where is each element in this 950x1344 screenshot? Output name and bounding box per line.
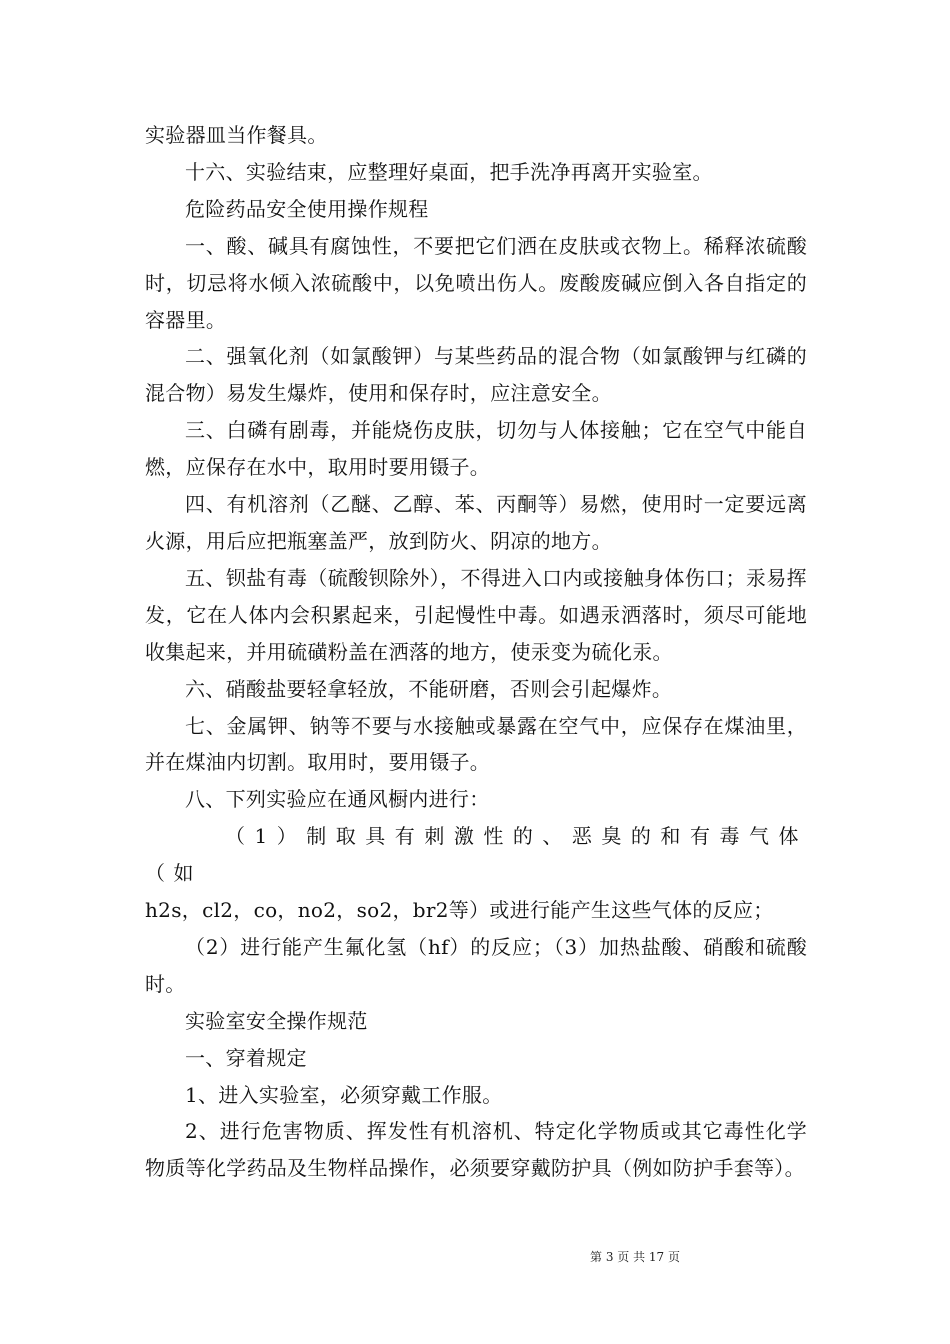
paragraph-dress-rule-2: 2、进行危害物质、挥发性有机溶机、特定化学物质或其它毒性化学物质等化学药品及生物样品操作，必须要穿戴防护具（例如防护手套等）。 — [145, 1119, 807, 1181]
paragraph-rule-6: 六、硝酸盐要轻拿轻放，不能研磨，否则会引起爆炸。 — [185, 676, 673, 701]
paragraph-rule-8: 八、下列实验应在通风橱内进行： — [185, 787, 490, 812]
paragraph-rule-1: 一、酸、碱具有腐蚀性，不要把它们洒在皮肤或衣物上。稀释浓硫酸时，切忌将水倾入浓硫酸中，以免喷出伤人。废酸废碱应倒入各自指定的容器里。 — [145, 233, 807, 332]
section-heading-lab-safety: 实验室安全操作规范 — [185, 1008, 368, 1033]
paragraph-rule-2: 二、强氧化剂（如氯酸钾）与某些药品的混合物（如氯酸钾与红磷的混合物）易发生爆炸，使用和保存时，应注意安全。 — [145, 344, 807, 406]
paragraph-rule-8-sub-1: （1）制取具有刺激性的、恶臭的和有毒气体（如 — [145, 824, 807, 886]
section-heading-hazardous-chemicals: 危险药品安全使用操作规程 — [185, 196, 429, 221]
page-number: 第 3 页 共 17 页 — [590, 1250, 680, 1264]
paragraph-rule-5: 五、钡盐有毒（硫酸钡除外），不得进入口内或接触身体伤口；汞易挥发，它在人体内会积累起来，引起慢性中毒。如遇汞洒落时，须尽可能地收集起来，并用硫磺粉盖在洒落的地方，使汞变为硫化汞。 — [145, 565, 807, 664]
paragraph-rule-8-sub-2-3: （2）进行能产生氟化氢（hf）的反应；（3）加热盐酸、硝酸和硫酸时。 — [145, 934, 807, 996]
document-body — [145, 117, 807, 1187]
paragraph-rule-3: 三、白磷有剧毒，并能烧伤皮肤，切勿与人体接触；它在空气中能自燃，应保存在水中，取用时要用镊子。 — [145, 418, 807, 480]
subsection-heading-dress-code: 一、穿着规定 — [185, 1045, 307, 1070]
page-footer — [0, 1248, 950, 1265]
paragraph-continuation: 实验器皿当作餐具。 — [145, 123, 328, 147]
paragraph-rule-8-sub-1-cont: h2s，cl2，co，no2，so2，br2等）或进行能产生这些气体的反应； — [145, 898, 774, 923]
paragraph-rule-4: 四、有机溶剂（乙醚、乙醇、苯、丙酮等）易燃，使用时一定要远离火源，用后应把瓶塞盖严，放到防火、阴凉的地方。 — [145, 492, 807, 553]
paragraph-rule-7: 七、金属钾、钠等不要与水接触或暴露在空气中，应保存在煤油里，并在煤油内切割。取用时，要用镊子。 — [145, 713, 807, 775]
paragraph-item-16: 十六、实验结束，应整理好桌面，把手洗净再离开实验室。 — [185, 159, 713, 184]
paragraph-dress-rule-1: 1、进入实验室，必须穿戴工作服。 — [185, 1082, 503, 1107]
